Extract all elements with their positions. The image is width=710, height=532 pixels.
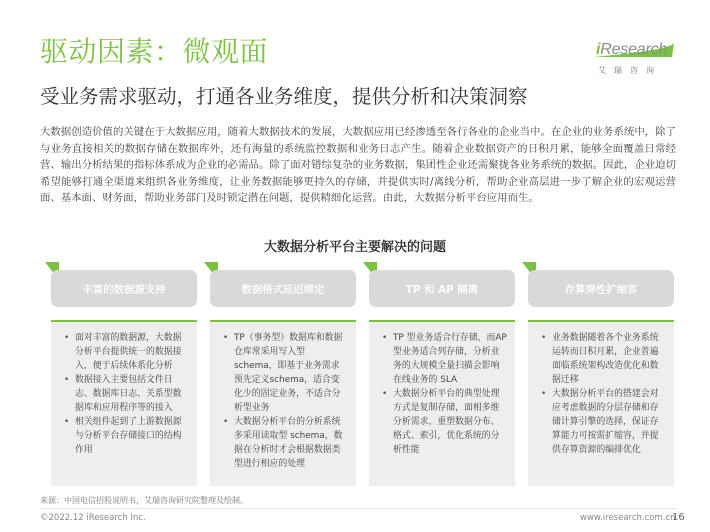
card-schema-late-binding [210, 262, 356, 486]
website-link[interactable]: www.iresearch.com.cn [580, 513, 676, 523]
card-elastic-scaling [528, 262, 674, 486]
card-bullet: • TP 型业务适合行存储，而AP 型业务适合列存储，分析业务的大规模全量扫描会影响在线业务的 SLA [381, 331, 507, 387]
iresearch-logo [588, 38, 678, 80]
logo-subtitle: 艾瑞咨询 [598, 66, 662, 75]
card-header: 丰富的数据源支持 [51, 270, 197, 307]
card-bullet: • 大数据分析平台的典型处理方式是复制存储，面相多维分析需求，重塑数据分布、格式、索引，优化系统的分析性能 [381, 387, 507, 457]
card-body [369, 320, 515, 486]
source-note: 来源：中国电信招股说明书，艾瑞咨询研究院整理及绘制。 [40, 496, 248, 505]
card-header: 存算弹性扩缩容 [528, 270, 674, 307]
footer-divider [40, 508, 676, 509]
logo-wordmark: iResearch [596, 41, 668, 58]
card-bullet: • 大数据分析平台的搭建会对应考虑数据的分层存储和存储计算引擎的选择，保证存算能力可按需扩缩容，并提供存算资源的编排优化 [540, 387, 666, 457]
card-data-source-support [51, 262, 197, 486]
page-number: 16 [672, 512, 685, 523]
body-paragraph: 大数据创造价值的关键在于大数据应用，随着大数据技术的发展，大数据应用已经渗透至各行各业的企业当中。在企业的业务系统中，除了与业务直接相关的数据存储在数据库外，还有海量的系统监控数据和业务日志产生。随着企业数据资产的日积月累，能够全面覆盖日常经营、输出分析结果的指标体系成为企业的必需品。除了面对错综复杂的业务数据，集团性企业还需聚拢各业务系统的数据。因此，企业迫切希望能够打通全渠道来组织各业务维度，让业务数据能够更持久的存储，并提供实时/离线分析，帮助企业高层进一步了解企业的宏观运营面、基本面、财务面，帮助业务部门及时锁定潜在问题，提供精细化运营。由此，大数据分析平台应用而生。 [40, 126, 676, 205]
card-bullet: • 数据接入主要包括文件日志、数据库日志、关系型数据库和应用程序等的接入 [63, 373, 189, 415]
card-bullet: • TP（事务型）数据库和数据仓库常采用写入型 schema，即基于业务需求预先定义schema，适合变化少的固定业务，不适合分析型业务 [222, 331, 348, 415]
card-body [528, 320, 674, 486]
card-body [210, 320, 356, 486]
card-header: 数据格式延迟绑定 [210, 270, 356, 307]
card-bullet: • 相关组件起到了上游数据源与分析平台存储接口的结构作用 [63, 415, 189, 457]
card-bullet: • 大数据分析平台的分析系统多采用读取型 schema，数据在分析时才会根据数据类型进行相应的处理 [222, 415, 348, 471]
page-subtitle: 受业务需求驱动，打通各业务维度，提供分析和决策洞察 [40, 85, 528, 108]
card-bullet: • 业务数据随着各个业务系统运转而日积月累，企业普遍面临系统架构改造优化和数据迁移 [540, 331, 666, 387]
card-bullet: • 面对丰富的数据源，大数据分析平台提供统一的数据接入，便于后续体系化分析 [63, 331, 189, 373]
card-body [51, 320, 197, 486]
page-title: 驱动因素：微观面 [40, 35, 269, 68]
card-header: TP 和 AP 隔离 [369, 270, 515, 307]
copyright: ©2022.12 iResearch Inc. [40, 513, 146, 523]
section-title: 大数据分析平台主要解决的问题 [263, 240, 446, 255]
card-tp-ap-isolation [369, 262, 515, 486]
